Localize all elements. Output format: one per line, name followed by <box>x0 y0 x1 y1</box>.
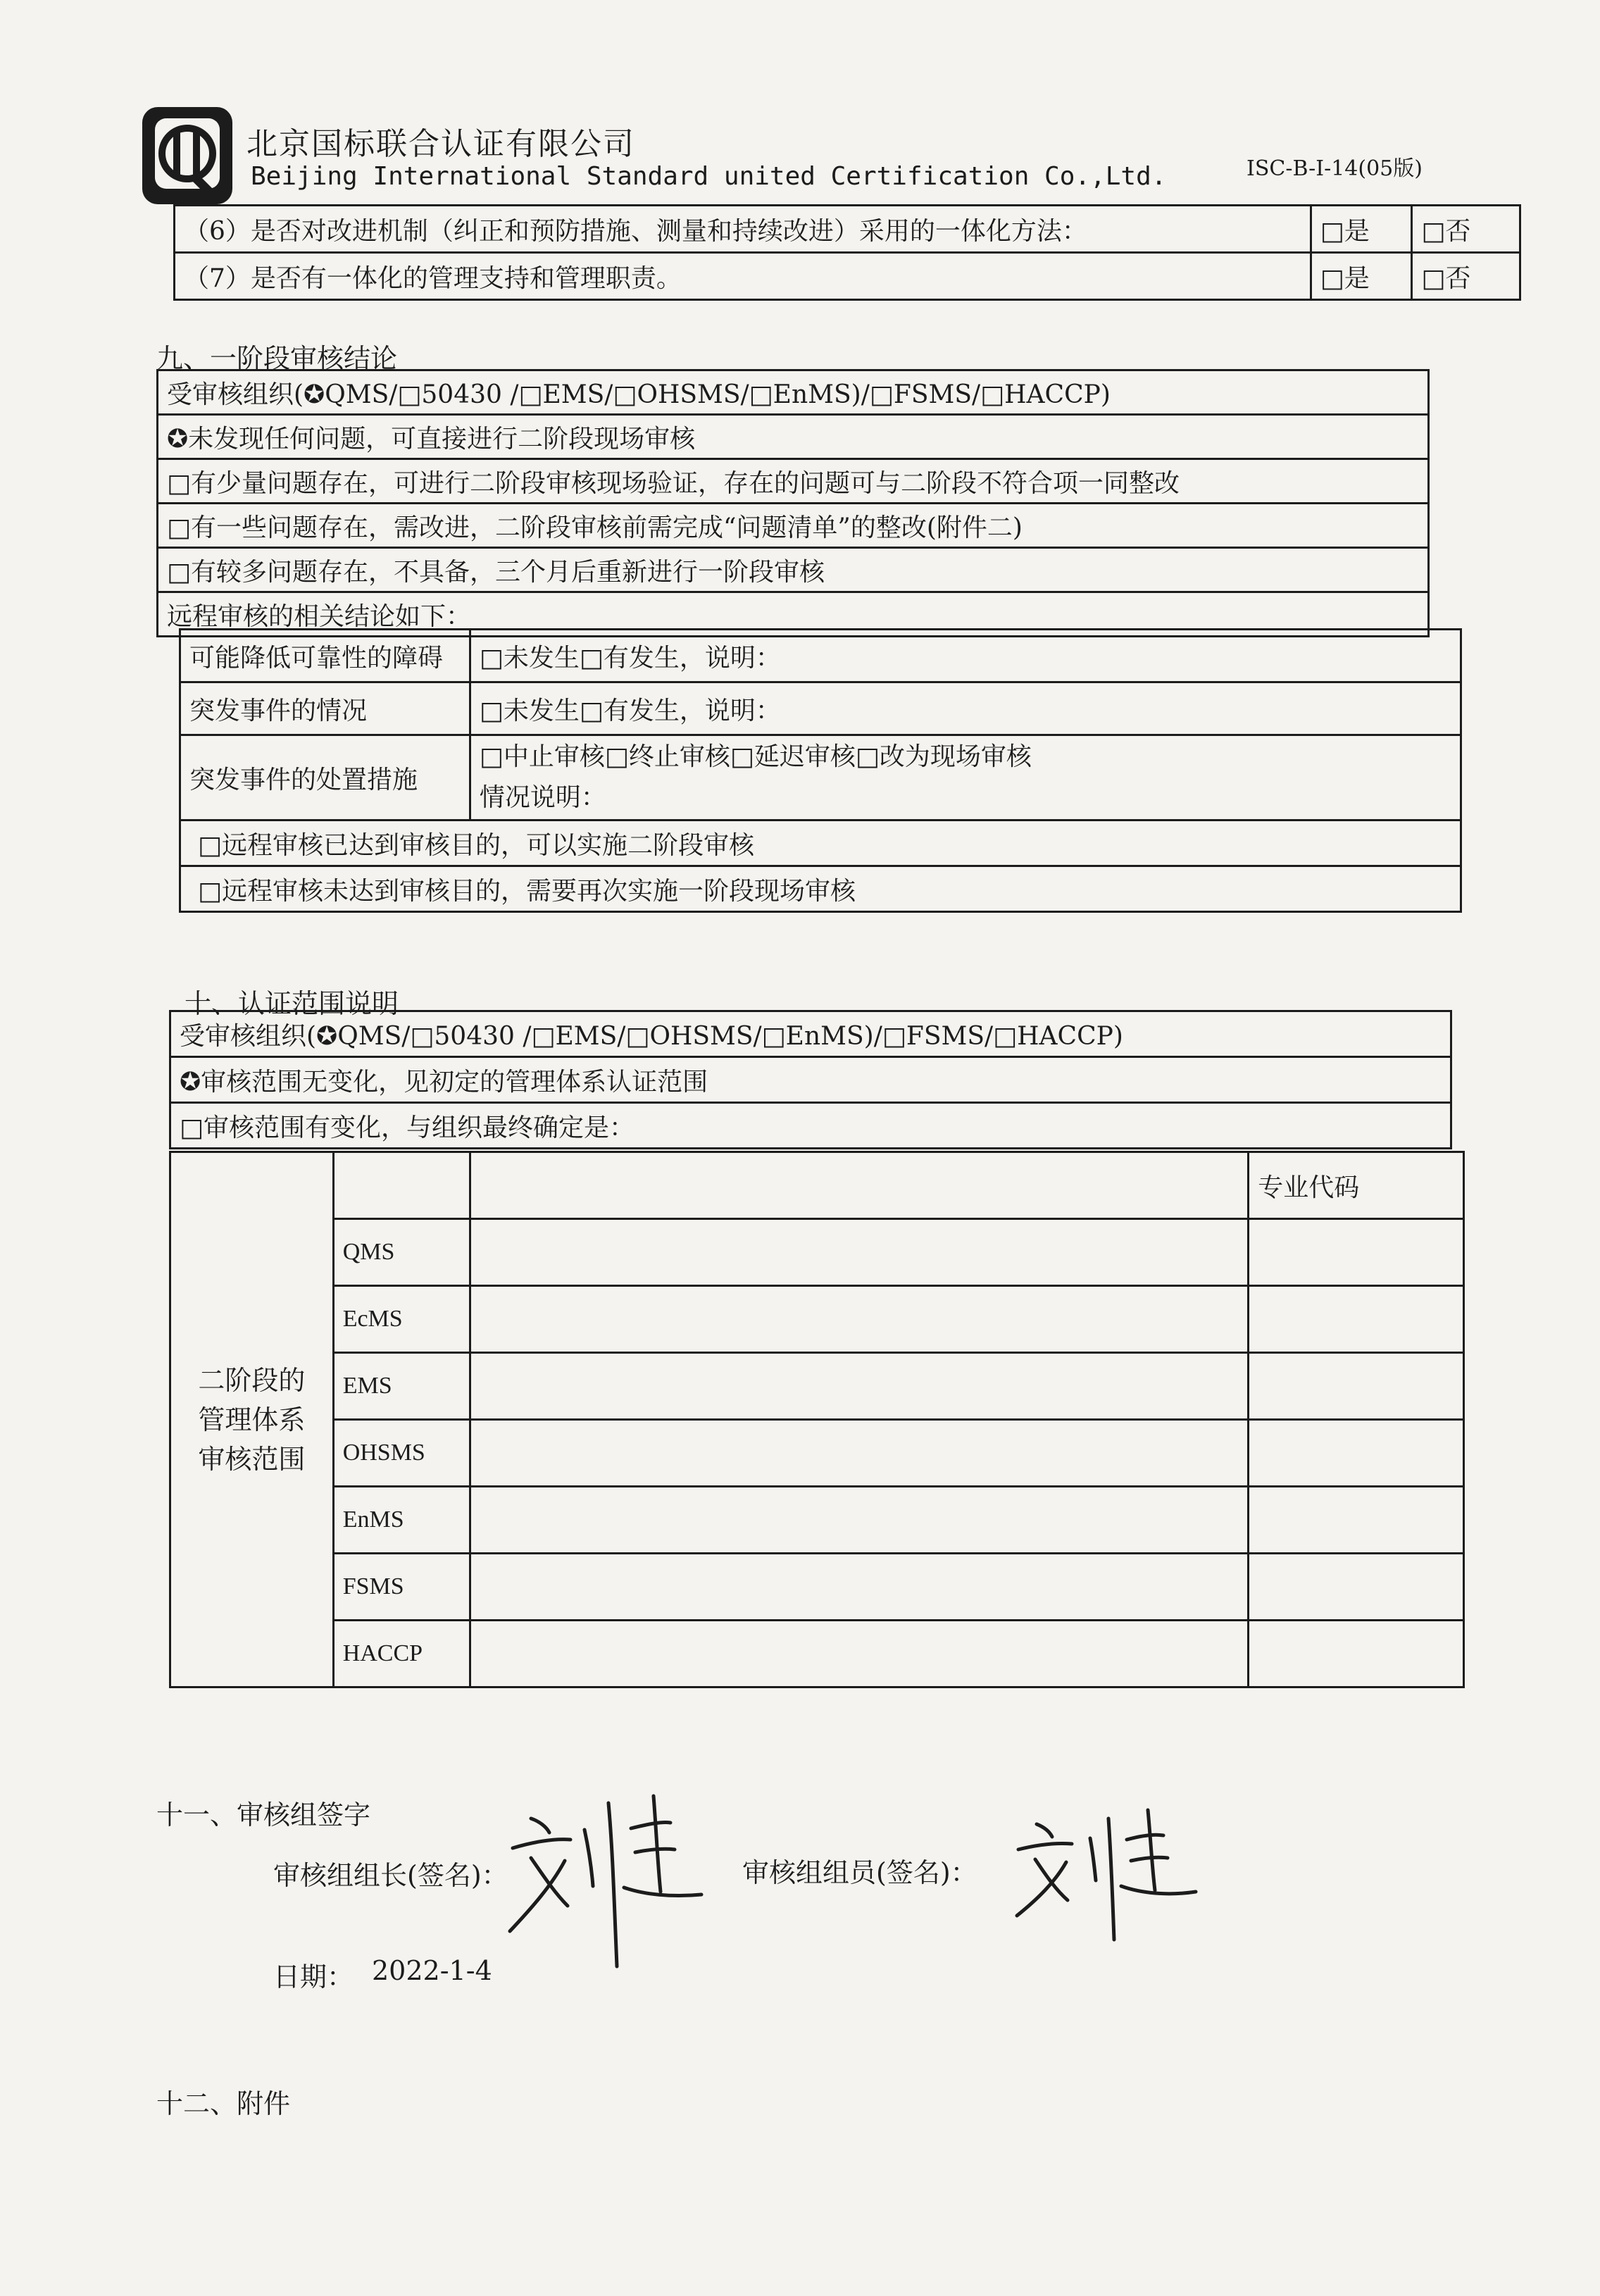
reliability-obstacle-label: 可能降低可靠性的障碍 <box>180 630 470 682</box>
audited-org-systems: 受审核组织(✪QMS/□50430 /□EMS/□OHSMS/□EnMS)/□FSMS/□HACCP) <box>158 370 1429 415</box>
table-row <box>180 866 1461 912</box>
yes-checkbox[interactable]: □是 <box>1311 206 1412 253</box>
code-cell[interactable] <box>1249 1286 1464 1353</box>
system-label: FSMS <box>333 1554 470 1621</box>
table-row <box>170 1011 1451 1057</box>
conclusion-option[interactable]: ✪未发现任何问题，可直接进行二阶段现场审核 <box>158 415 1429 459</box>
remote-audit-heading: 远程审核的相关结论如下： <box>158 592 1429 637</box>
company-logo <box>138 103 237 208</box>
company-name-en: Beijing International Standard united Certification Co.,Ltd. <box>251 162 1167 191</box>
table-row <box>158 415 1429 459</box>
code-cell[interactable] <box>1249 1554 1464 1621</box>
system-label: QMS <box>333 1219 470 1286</box>
leader-signature-label: 审核组组长(签名)： <box>273 1860 508 1891</box>
table-row <box>170 1103 1451 1149</box>
table-row <box>180 682 1461 735</box>
measures-options-line: □中止审核□终止审核□延迟审核□改为现场审核 <box>479 742 1032 771</box>
remote-achieved-option[interactable]: □远程审核已达到审核目的，可以实施二阶段审核 <box>180 821 1461 866</box>
system-label: OHSMS <box>333 1420 470 1487</box>
table-row <box>175 253 1520 300</box>
conclusion-option[interactable]: □有较多问题存在，不具备，三个月后重新进行一阶段审核 <box>158 548 1429 592</box>
scope-header-cell <box>470 1152 1249 1219</box>
table-row <box>170 1219 1464 1286</box>
conclusion-option[interactable]: □有一些问题存在，需改进，二阶段审核前需完成“问题清单”的整改(附件二) <box>158 504 1429 548</box>
code-cell[interactable] <box>1249 1219 1464 1286</box>
integration-questions-table <box>173 204 1521 301</box>
question-7: （7）是否有一体化的管理支持和管理职责。 <box>175 253 1311 300</box>
remote-not-achieved-option[interactable]: □远程审核未达到审核目的，需要再次实施一阶段现场审核 <box>180 866 1461 912</box>
section-10-title: 十、认证范围说明 <box>185 988 399 1019</box>
scope-cell[interactable] <box>470 1219 1249 1286</box>
scope-cell[interactable] <box>470 1420 1249 1487</box>
code-cell[interactable] <box>1249 1487 1464 1554</box>
table-row <box>170 1353 1464 1420</box>
table-row <box>180 821 1461 866</box>
table-row <box>180 630 1461 682</box>
document-code: ISC-B-I-14(05版) <box>1246 156 1423 181</box>
yes-checkbox[interactable]: □是 <box>1311 253 1412 300</box>
stage2-scope-table <box>169 1151 1465 1688</box>
code-cell[interactable] <box>1249 1420 1464 1487</box>
reliability-obstacle-options[interactable]: □未发生□有发生，说明： <box>470 630 1461 682</box>
scope-cell[interactable] <box>470 1286 1249 1353</box>
date-label: 日期： <box>273 1961 354 1992</box>
table-row <box>158 459 1429 504</box>
system-label: EcMS <box>333 1286 470 1353</box>
question-6: （6）是否对改进机制（纠正和预防措施、测量和持续改进）采用的一体化方法： <box>175 206 1311 253</box>
table-row <box>158 548 1429 592</box>
scope-cell[interactable] <box>470 1621 1249 1687</box>
member-signature <box>1011 1803 1215 1944</box>
code-cell[interactable] <box>1249 1621 1464 1687</box>
stage1-conclusion-table <box>156 369 1430 637</box>
scope-cell[interactable] <box>470 1487 1249 1554</box>
section-9-title: 九、一阶段审核结论 <box>156 343 398 374</box>
section-11-title: 十一、审核组签字 <box>156 1799 371 1830</box>
emergency-measures-options[interactable] <box>470 735 1461 821</box>
system-label: HACCP <box>333 1621 470 1687</box>
scope-cell[interactable] <box>470 1554 1249 1621</box>
table-row <box>170 1554 1464 1621</box>
table-row <box>170 1621 1464 1687</box>
scope-statement-table <box>169 1010 1452 1149</box>
emergency-options[interactable]: □未发生□有发生，说明： <box>470 682 1461 735</box>
code-header: 专业代码 <box>1249 1152 1464 1219</box>
no-checkbox[interactable]: □否 <box>1412 253 1520 300</box>
measures-explanation-line: 情况说明： <box>479 783 606 812</box>
member-signature-label: 审核组组员(签名)： <box>742 1857 977 1888</box>
table-row <box>170 1487 1464 1554</box>
system-header-cell <box>333 1152 470 1219</box>
table-row <box>170 1057 1451 1103</box>
conclusion-option[interactable]: □有少量问题存在，可进行二阶段审核现场验证，存在的问题可与二阶段不符合项一同整改 <box>158 459 1429 504</box>
scope-cell[interactable] <box>470 1353 1249 1420</box>
stage2-scope-label: 二阶段的管理体系审核范围 <box>170 1152 334 1687</box>
table-row <box>180 735 1461 821</box>
audited-org-systems: 受审核组织(✪QMS/□50430 /□EMS/□OHSMS/□EnMS)/□FSMS/□HACCP) <box>170 1011 1451 1057</box>
table-row <box>170 1286 1464 1353</box>
scope-option[interactable]: ✪审核范围无变化，见初定的管理体系认证范围 <box>170 1057 1451 1103</box>
code-cell[interactable] <box>1249 1353 1464 1420</box>
emergency-measures-label: 突发事件的处置措施 <box>180 735 470 821</box>
remote-audit-table <box>179 628 1462 913</box>
table-row <box>158 370 1429 415</box>
system-label: EnMS <box>333 1487 470 1554</box>
leader-signature <box>503 1782 728 1986</box>
table-row <box>158 504 1429 548</box>
company-name-cn: 北京国标联合认证有限公司 <box>246 126 635 162</box>
date-value: 2022-1-4 <box>372 1955 492 1986</box>
table-row <box>175 206 1520 253</box>
emergency-label: 突发事件的情况 <box>180 682 470 735</box>
table-row <box>170 1420 1464 1487</box>
no-checkbox[interactable]: □否 <box>1412 206 1520 253</box>
system-label: EMS <box>333 1353 470 1420</box>
scope-option[interactable]: □审核范围有变化，与组织最终确定是： <box>170 1103 1451 1149</box>
section-12-title: 十二、附件 <box>156 2088 291 2119</box>
table-row <box>170 1152 1464 1219</box>
